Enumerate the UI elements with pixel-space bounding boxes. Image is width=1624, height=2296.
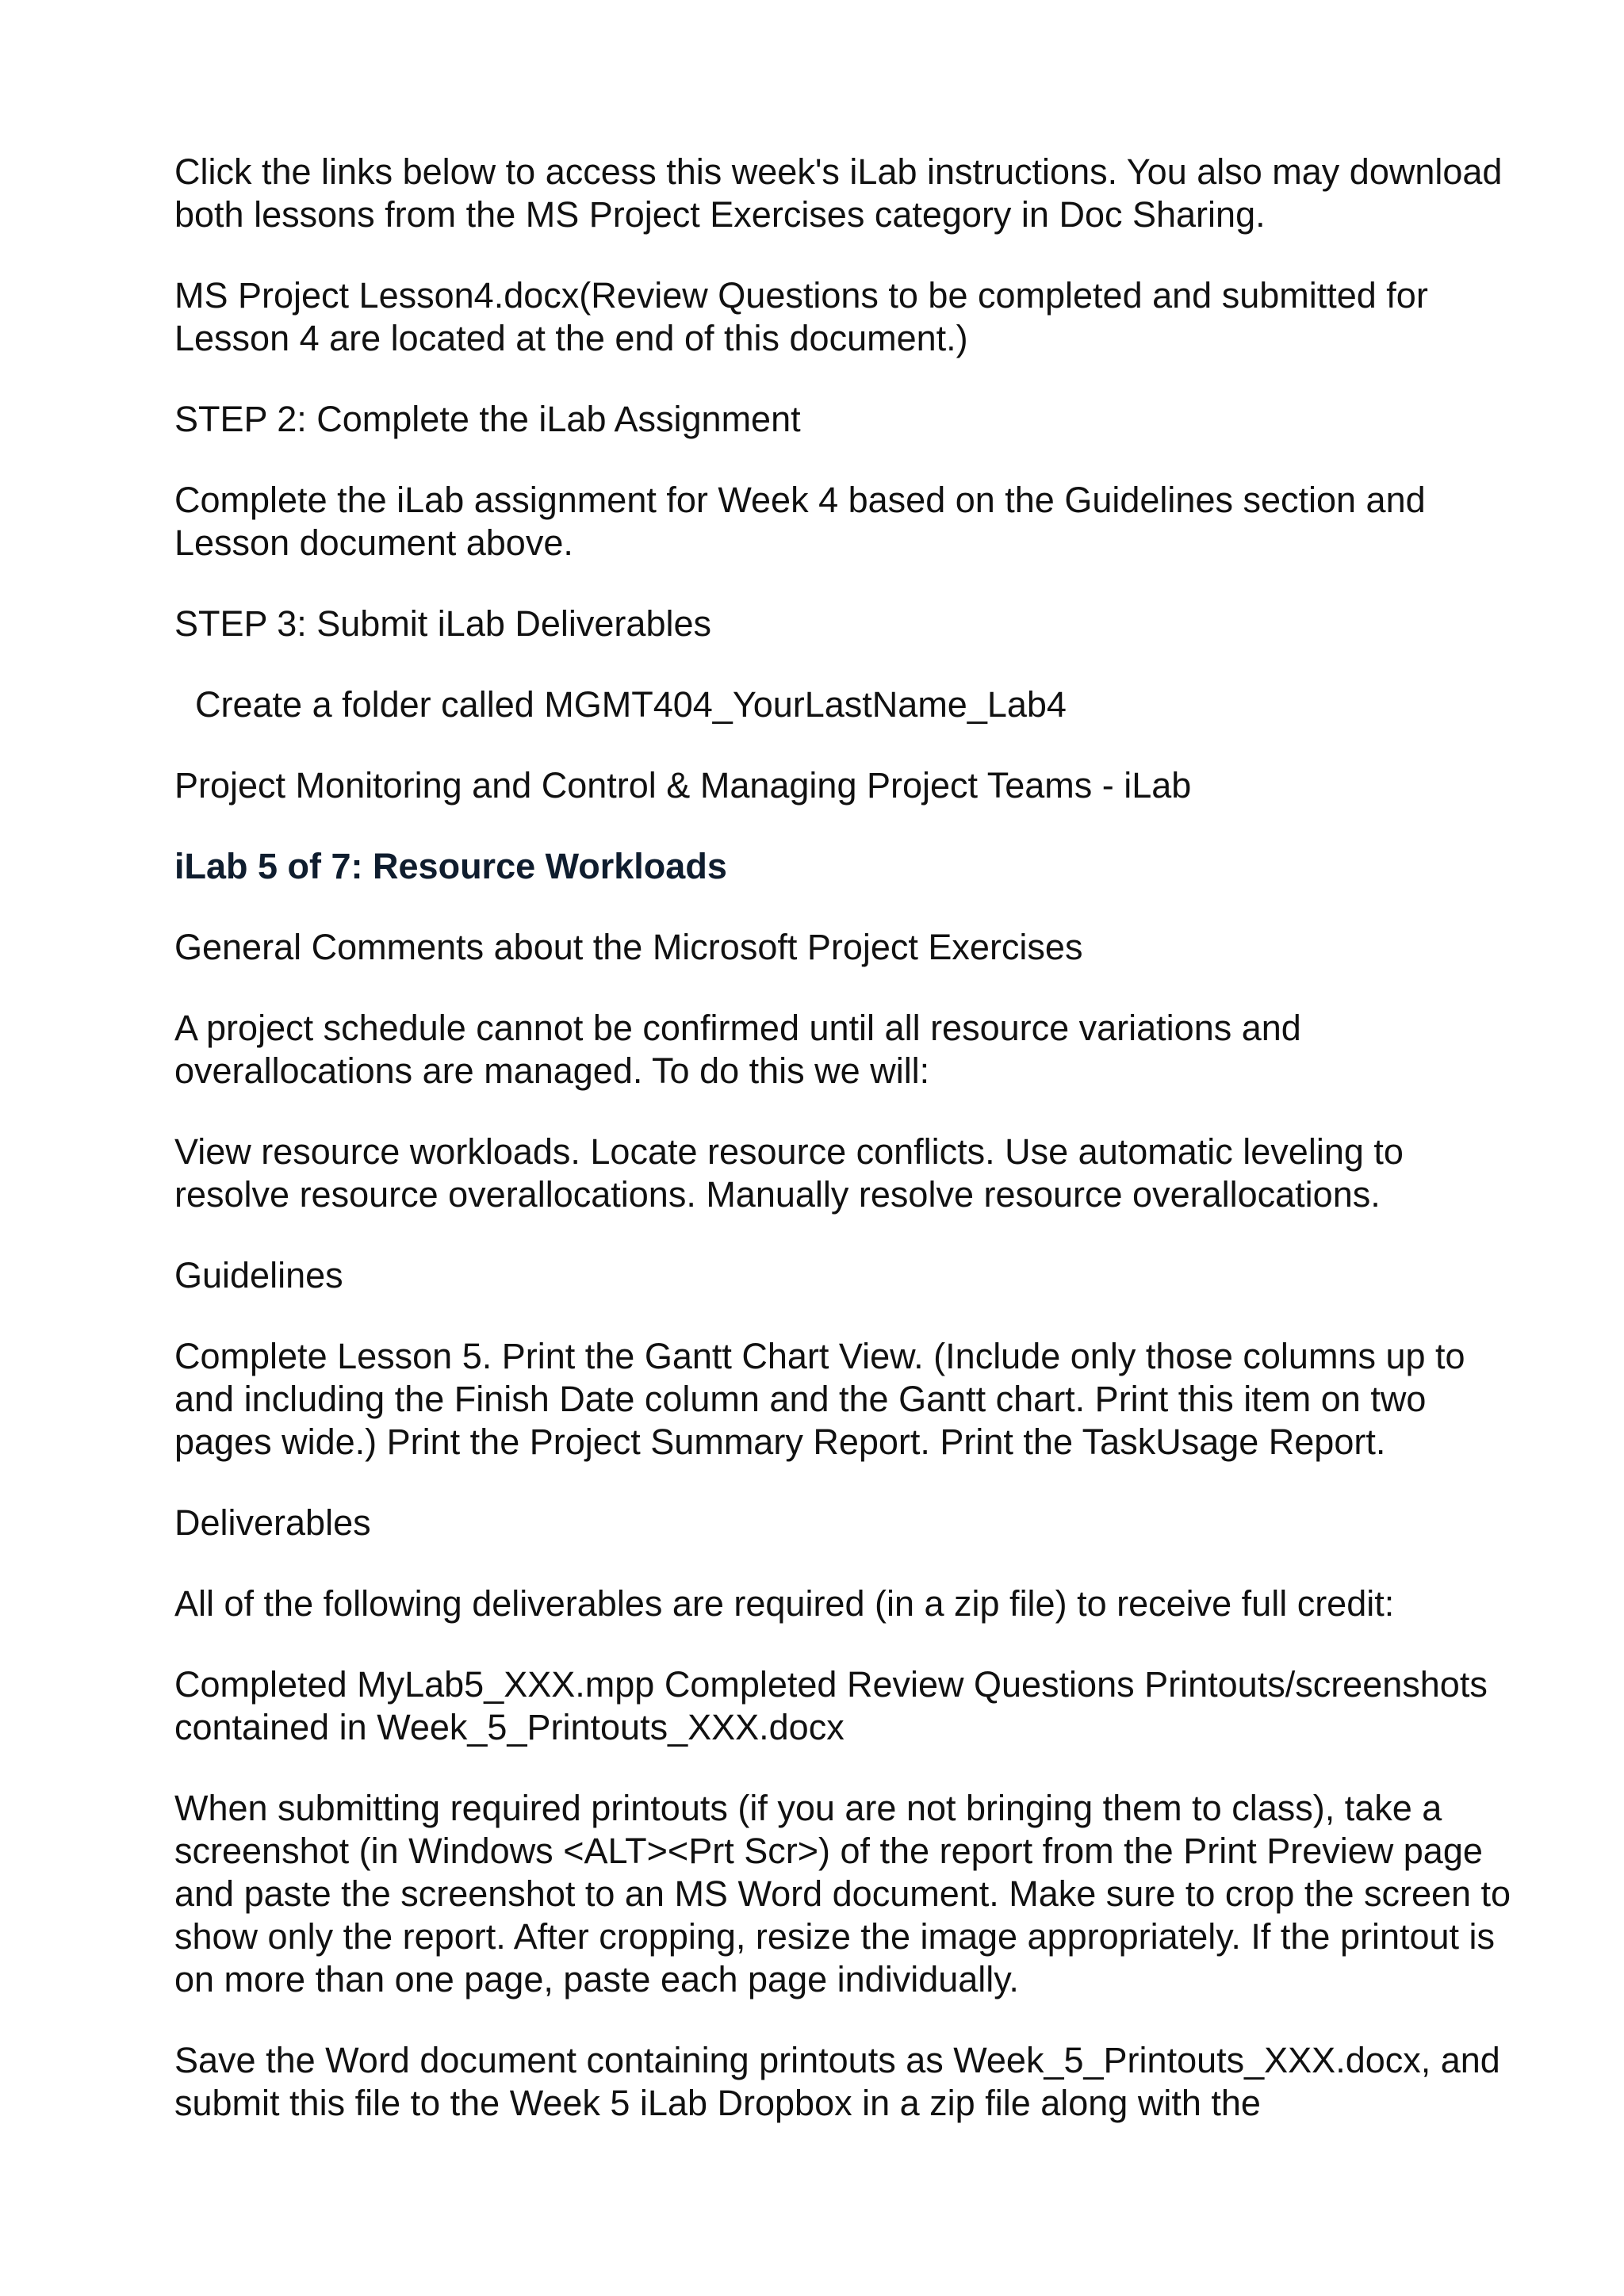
printouts-instructions-paragraph: When submitting required printouts (if you are not bringing them to class), take a screenshot (in Windows <ALT><Prt Scr>) of the report from the Print Preview page and paste the screenshot to an MS Word document. Make sure to crop the screen to show only the report. After cropping, resize the image appropriately. If the printout is on more than one page, paste each page individually. xyxy=(174,1788,1511,1999)
schedule-paragraph: A project schedule cannot be confirmed until all resource variations and overallocations are managed. To do this we will: xyxy=(174,1008,1301,1091)
tasks-paragraph: View resource workloads. Locate resource conflicts. Use automatic leveling to resolve resource overallocations. Manually resolve resource overallocations. xyxy=(174,1131,1404,1215)
guidelines-heading: Guidelines xyxy=(174,1255,343,1295)
deliverables-list-paragraph: Completed MyLab5_XXX.mpp Completed Review Questions Printouts/screenshots contained in Week_5_Printouts_XXX.docx xyxy=(174,1664,1488,1747)
intro-paragraph: Click the links below to access this week's iLab instructions. You also may download both lessons from the MS Project Exercises category in Doc Sharing. xyxy=(174,151,1503,235)
save-submit-paragraph: Save the Word document containing printouts as Week_5_Printouts_XXX.docx, and submit this file to the Week 5 iLab Dropbox in a zip file along with the xyxy=(174,2040,1500,2123)
ilab-title: iLab 5 of 7: Resource Workloads xyxy=(174,846,727,886)
step-2-heading: STEP 2: Complete the iLab Assignment xyxy=(174,399,801,439)
guidelines-paragraph: Complete Lesson 5. Print the Gantt Chart View. (Include only those columns up to and including the Finish Date column and the Gantt chart. Print this item on two pages wide.) Print the Project Summary Report. Print the TaskUsage Report. xyxy=(174,1336,1465,1462)
document-body xyxy=(174,151,1522,2163)
create-folder-paragraph: Create a folder called MGMT404_YourLastName_Lab4 xyxy=(195,684,1067,725)
general-comments-heading: General Comments about the Microsoft Project Exercises xyxy=(174,927,1083,967)
course-title: Project Monitoring and Control & Managing Project Teams - iLab xyxy=(174,765,1192,806)
step-3-heading: STEP 3: Submit iLab Deliverables xyxy=(174,603,711,644)
deliverables-heading: Deliverables xyxy=(174,1502,371,1543)
step-2-paragraph: Complete the iLab assignment for Week 4 based on the Guidelines section and Lesson document above. xyxy=(174,480,1426,563)
deliverables-required-paragraph: All of the following deliverables are required (in a zip file) to receive full credit: xyxy=(174,1583,1395,1624)
lesson-link-paragraph: MS Project Lesson4.docx(Review Questions to be completed and submitted for Lesson 4 are located at the end of this document.) xyxy=(174,275,1428,358)
